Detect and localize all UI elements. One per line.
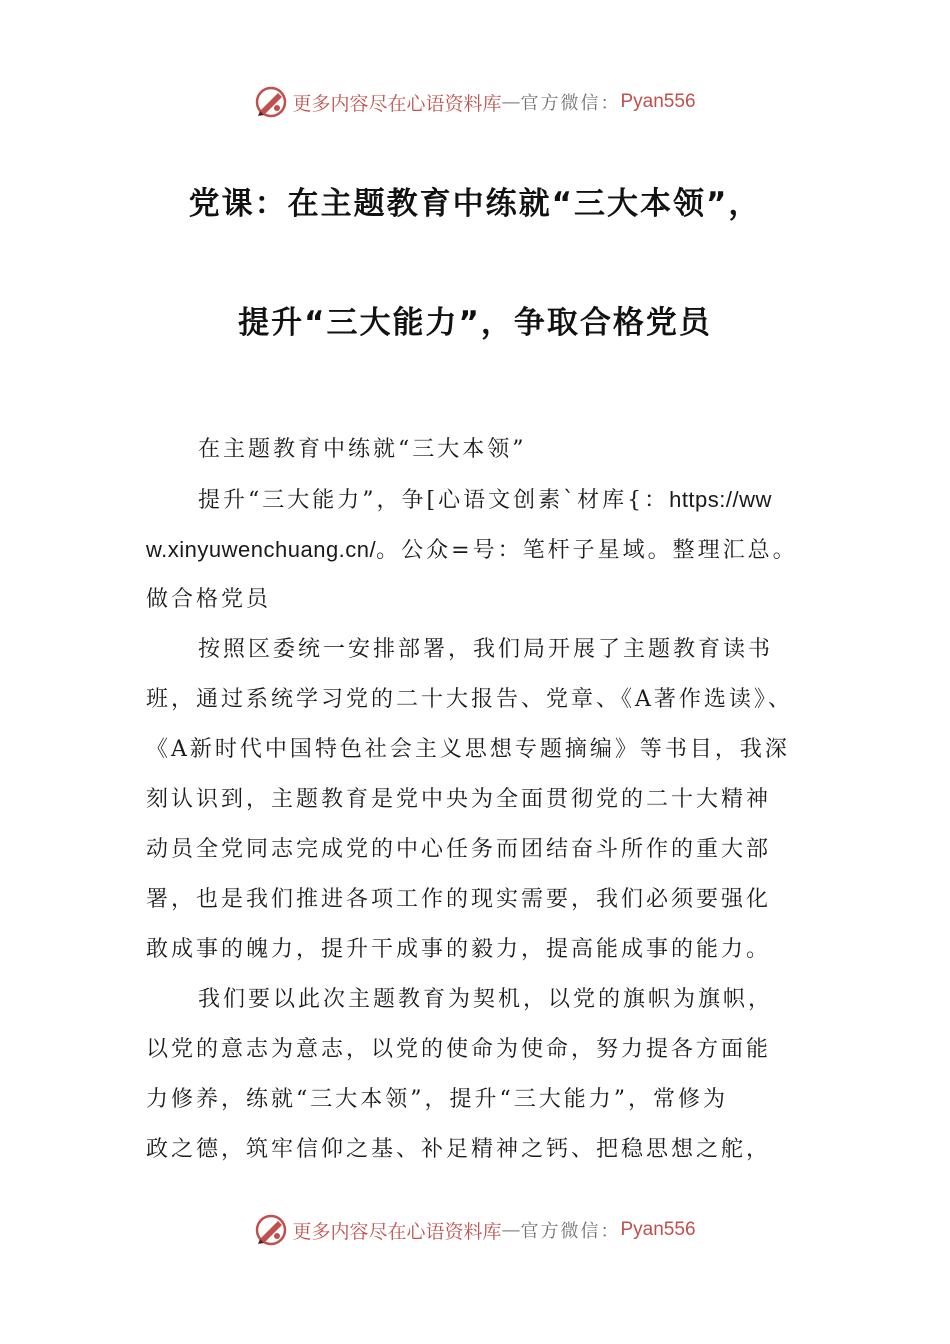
subheading-2-text: 提升“三大能力”，争[心语文创素`材库{： xyxy=(198,488,670,513)
subheading-2-line-1 xyxy=(146,475,810,525)
document-body xyxy=(146,425,810,1175)
banner-site-text: 更多内容尽在心语资料库 xyxy=(292,1220,502,1243)
paragraph-1-line: 《A新时代中国特色社会主义思想专题摘编》等书目，我深 xyxy=(146,737,790,762)
paragraph-1-line: 动员全党同志完成党的中心任务而团结奋斗所作的重大部 xyxy=(146,837,772,862)
document-title-line-1: 党课：在主题教育中练就“三大本领”， xyxy=(188,186,762,222)
subheading-2-line-2 xyxy=(146,525,810,575)
subheading-1: 在主题教育中练就“三大本领” xyxy=(198,437,527,462)
paragraph-1-line: 班，通过系统学习党的二十大报告、党章、《A著作选读》、 xyxy=(146,687,793,712)
banner-dash: — xyxy=(501,91,521,113)
banner-dash: — xyxy=(501,1219,521,1241)
source-url-part-2[interactable]: w.xinyuwenchuang.cn/ xyxy=(146,537,377,562)
banner-wechat-id: Pyan556 xyxy=(620,91,696,112)
paragraph-2-line: 以党的意志为意志，以党的使命为使命，努力提各方面能 xyxy=(146,1037,772,1062)
banner-wechat-id: Pyan556 xyxy=(620,1219,696,1240)
paragraph-2-line: 我们要以此次主题教育为契机，以党的旗帜为旗帜， xyxy=(198,987,774,1012)
paragraph-2-line: 政之德，筑牢信仰之基、补足精神之钙、把稳思想之舵， xyxy=(146,1137,772,1162)
paragraph-1-line: 署，也是我们推进各项工作的现实需要，我们必须要强化 xyxy=(146,887,772,912)
pen-circle-logo-icon xyxy=(254,85,288,119)
paragraph-2-line: 力修养，练就“三大本领”，提升“三大能力”，常修为 xyxy=(146,1087,728,1112)
paragraph-1-line: 刻认识到，主题教育是党中央为全面贯彻党的二十大精神 xyxy=(146,787,772,812)
pen-circle-logo-icon xyxy=(254,1213,288,1247)
paragraph-1-line: 敢成事的魄力，提升干成事的毅力，提高能成事的能力。 xyxy=(146,937,772,962)
source-url-part-1[interactable]: https://ww xyxy=(669,487,772,512)
paragraph-1-line: 按照区委统一安排部署，我们局开展了主题教育读书 xyxy=(198,637,774,662)
banner-official-label: 官方微信： xyxy=(520,1221,621,1242)
subheading-2-note: 。公众=号：笔杆子星域。整理汇总。 xyxy=(376,538,798,563)
header-banner xyxy=(0,82,950,122)
footer-banner xyxy=(0,1210,950,1250)
banner-official-label: 官方微信： xyxy=(520,93,621,114)
subheading-3: 做合格党员 xyxy=(146,587,272,612)
document-title-line-2: 提升“三大能力”，争取合格党员 xyxy=(238,305,712,341)
banner-site-text: 更多内容尽在心语资料库 xyxy=(292,92,502,115)
